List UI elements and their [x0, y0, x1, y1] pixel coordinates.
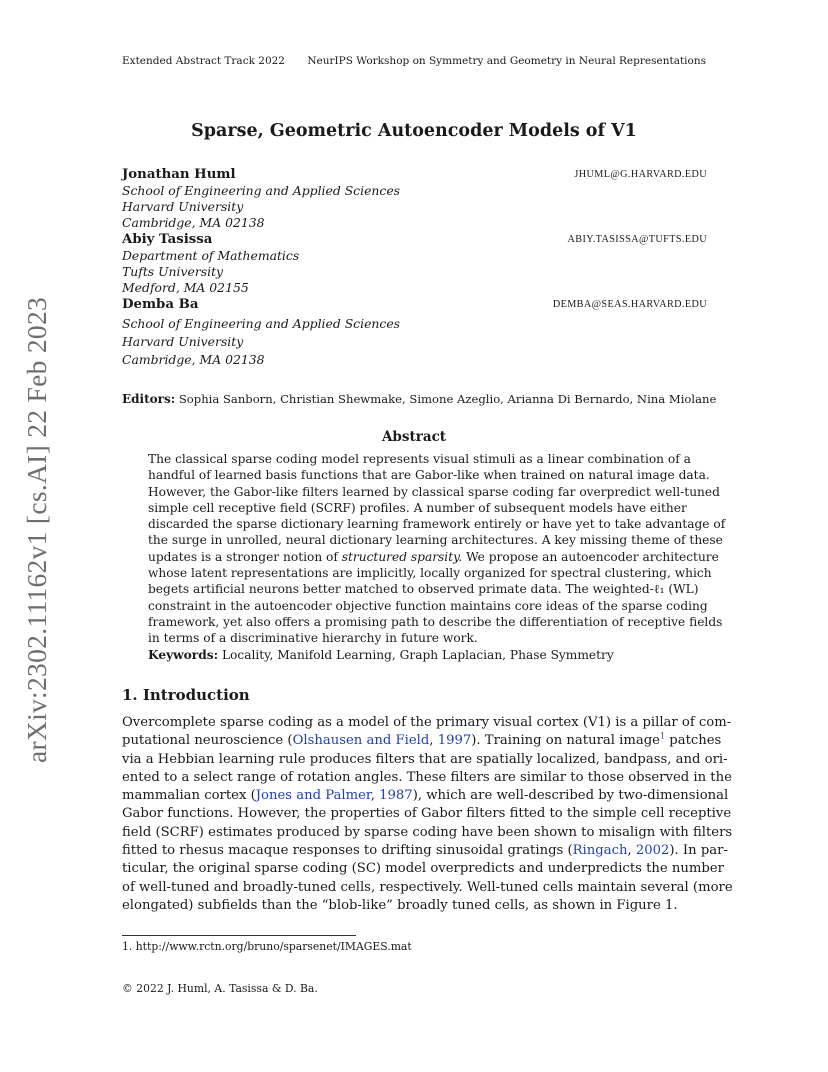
author-block — [122, 231, 707, 296]
abstract-line — [148, 549, 719, 565]
running-header-right: NeurIPS Workshop on Symmetry and Geometry in Neural Representations — [307, 55, 706, 67]
abstract-body — [148, 451, 726, 663]
editors-line — [122, 392, 716, 406]
author-name: Demba Ba — [122, 297, 199, 312]
abstract-line: However, the Gabor-like filters learned by classical sparse coding far overpredict well-tuned — [148, 484, 720, 499]
abstract-heading: Abstract — [381, 429, 447, 445]
body-text: ), which are well-described by two-dimensional — [412, 788, 729, 804]
author-email: ABIY.TASISSA@TUFTS.EDU — [567, 234, 707, 245]
footnote: 1. http://www.rctn.org/bruno/sparsenet/IMAGES.mat — [122, 940, 412, 953]
body-line: via a Hebbian learning rule produces filters that are spatially localized, bandpass, and ori- — [122, 751, 728, 767]
footnote-marker[interactable]: 1 — [659, 731, 666, 741]
abstract-line: framework, yet also offers a promising path to describe the differentiation of receptive fields — [148, 614, 723, 629]
abstract-emphasis: structured sparsity. — [341, 549, 463, 564]
author-affiliation: School of Engineering and Applied Sciences — [122, 183, 401, 198]
paper-title: Sparse, Geometric Autoencoder Models of V1 — [191, 121, 637, 141]
body-line — [122, 787, 729, 805]
citation-link[interactable]: Ringach — [572, 843, 628, 859]
keywords-label: Keywords: — [148, 647, 219, 662]
abstract-text: updates is a stronger notion of — [148, 549, 342, 564]
abstract-line: in terms of a discriminative hierarchy in future work. — [148, 631, 478, 646]
author-email: DEMBA@SEAS.HARVARD.EDU — [552, 299, 707, 310]
abstract-text: We propose an autoencoder architecture — [462, 549, 719, 564]
citation-link[interactable]: Jones and Palmer — [255, 788, 371, 804]
abstract-line: whose latent representations are implicitly, locally organized for spectral clustering, which — [148, 566, 712, 581]
citation-year-link[interactable]: 1987 — [379, 788, 413, 804]
abstract-line: The classical sparse coding model represents visual stimuli as a linear combination of a — [148, 452, 691, 466]
introduction-body — [122, 714, 733, 915]
author-block — [122, 166, 707, 231]
author-affiliation: Harvard University — [122, 199, 244, 215]
copyright-notice: © 2022 J. Huml, A. Tasissa & D. Ba. — [122, 982, 318, 995]
body-text: ). Training on natural image — [471, 733, 660, 749]
body-line: ticular, the original sparse coding (SC) model overpredicts and underpredicts the number — [122, 861, 724, 877]
body-text: , — [627, 843, 636, 859]
author-affiliation: Medford, MA 02155 — [122, 280, 249, 296]
body-line — [122, 731, 722, 750]
body-line: field (SCRF) estimates produced by sparse coding have been shown to misalign with filters — [122, 824, 733, 840]
author-name: Jonathan Huml — [122, 167, 236, 182]
body-line: Gabor functions. However, the properties of Gabor filters fitted to the simple cell receptive — [122, 806, 732, 822]
abstract-line: discarded the sparse dictionary learning framework entirely or have yet to take advantage of — [148, 517, 726, 532]
author-affiliation: Tufts University — [122, 264, 224, 280]
abstract-line: constraint in the autoencoder objective function maintains core ideas of the sparse coding — [148, 598, 708, 613]
editors-label: Editors: — [122, 392, 176, 406]
body-line: elongated) subfields than the “blob-like” broadly tuned cells, as shown in Figure 1. — [122, 897, 678, 913]
body-line: of well-tuned and broadly-tuned cells, respectively. Well-tuned cells maintain several (more — [122, 879, 733, 895]
body-text: ). In par- — [669, 843, 728, 859]
keywords-list: Locality, Manifold Learning, Graph Laplacian, Phase Symmetry — [221, 647, 614, 662]
body-text: mammalian cortex ( — [122, 788, 256, 804]
keywords-line — [148, 647, 680, 663]
running-header-left: Extended Abstract Track 2022 — [122, 55, 285, 67]
body-line: ented to a select range of rotation angles. These filters are similar to those observed in the — [122, 769, 732, 785]
body-text: putational neuroscience ( — [122, 733, 293, 749]
author-email: JHUML@G.HARVARD.EDU — [574, 169, 707, 180]
author-affiliation: Department of Mathematics — [122, 248, 300, 263]
citation-year-link[interactable]: 2002 — [635, 843, 670, 859]
abstract-line: simple cell receptive field (SCRF) profiles. A number of subsequent models have either — [148, 500, 687, 515]
section-heading-introduction: 1. Introduction — [122, 686, 250, 704]
author-block — [122, 296, 707, 368]
citation-link[interactable]: Olshausen and Field — [292, 733, 430, 749]
author-name: Abiy Tasissa — [122, 232, 213, 247]
body-text: , — [370, 788, 380, 804]
author-affiliation: School of Engineering and Applied Sciences — [122, 316, 401, 331]
abstract-line: the surge in unrolled, neural dictionary learning architectures. A key missing theme of these — [148, 533, 723, 548]
author-affiliation: Harvard University — [122, 334, 244, 350]
author-affiliation: Cambridge, MA 02138 — [122, 352, 265, 368]
abstract-line: begets artificial neurons better matched to observed primate data. The weighted-ℓ₁ (WL) — [148, 582, 699, 597]
body-text: fitted to rhesus macaque responses to drifting sinusoidal gratings ( — [122, 843, 573, 859]
citation-year-link[interactable]: 1997 — [437, 733, 472, 749]
body-line — [122, 842, 728, 860]
body-line: Overcomplete sparse coding as a model of the primary visual cortex (V1) is a pillar of com- — [122, 715, 732, 730]
body-text: patches — [665, 733, 722, 749]
editors-names: Sophia Sanborn, Christian Shewmake, Simone Azeglio, Arianna Di Bernardo, Nina Miolane — [178, 392, 717, 406]
author-affiliation: Cambridge, MA 02138 — [122, 215, 265, 231]
abstract-line: handful of learned basis functions that are Gabor-like when trained on natural image data. — [148, 468, 710, 483]
body-text: , — [429, 733, 438, 749]
footnote-divider — [122, 935, 356, 936]
arxiv-stamp: arXiv:2302.11162v1 [cs.AI] 22 Feb 2023 — [21, 296, 52, 764]
